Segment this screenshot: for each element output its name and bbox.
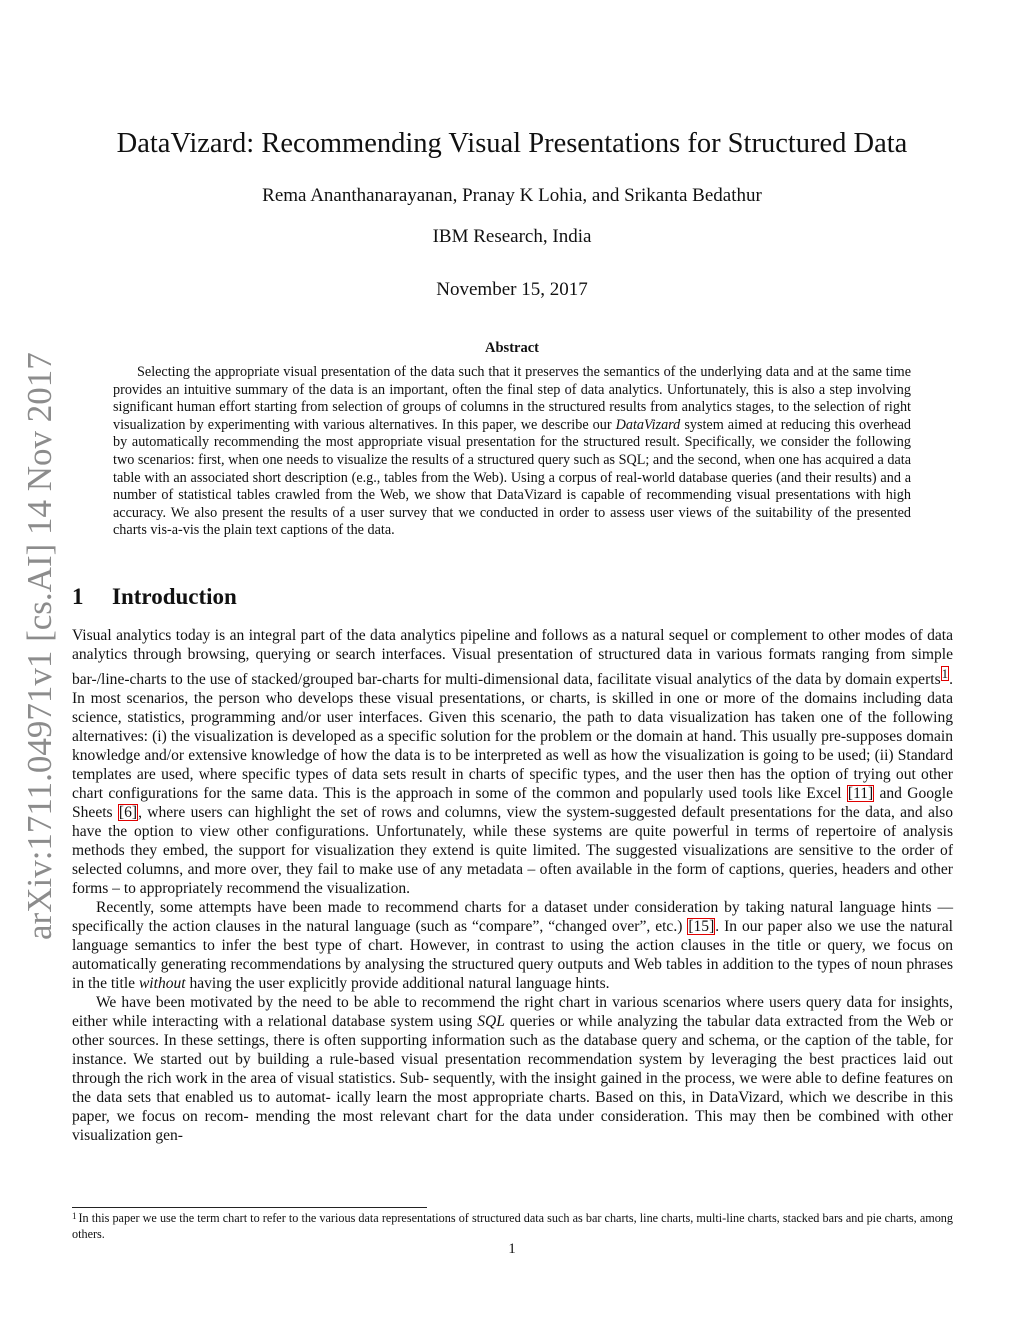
citation-link[interactable]: [11]	[847, 785, 874, 803]
affiliation: IBM Research, India	[432, 226, 592, 247]
footnote	[72, 1211, 953, 1242]
author-list: Rema Ananthanarayanan, Pranay K Lohia, and Srikanta Bedathur	[262, 185, 762, 206]
emphasis-text: SQL	[477, 1013, 505, 1031]
paper-title: DataVizard: Recommending Visual Presentations for Structured Data	[116, 128, 908, 159]
text-run: and Google Sheets	[72, 785, 953, 822]
section-number: 1	[72, 584, 84, 609]
abstract-text-part: Selecting the appropriate visual presentation of the data such that it preserves the semantics of the underlying data and at the same time provides an intuitive summary of the data is an important, often the final step of data analytics. Unfortunately, this is also a step involving significant human effort starting from selection of groups of columns in the structured results from analytics stages, to the selection of right visualization by experimenting with various alternatives. In this paper, we describe our	[113, 364, 911, 433]
text-run: queries or while analyzing the tabular data extracted from the Web or other sources. In these settings, there is often supporting information such as the database query and schema, or the caption of the table, for instance. We started out by building a rule-based visual presentation recommendation system by leveraging the best practices laid out through the rich work in the area of visual statistics. Sub- sequently, with the insight gained in the process, we were able to define features on the data sets that enabled us to automat- ically learn the most appropriate charts. Based on this, in DataVizard, which we describe in this paper, we focus on recom- mending the most relevant chart for the data under consideration. This may then be combined with other visualization gen-	[72, 1013, 953, 1145]
text-run: . In our paper also we use the natural language semantics to infer the best type of chart. However, in contrast to using the action clauses in the title or query, we focus on automatically generating recommendations by analysing the structured query outputs and Web tables in addition to the types of noun phrases in the title	[72, 918, 954, 993]
text-run: , where users can highlight the set of rows and columns, view the system-suggested default presentations for the data, and also have the option to view other configurations. Unfortunately, while these systems are quite powerful in terms of repertoire of analysis methods they embed, the support for visualization they extend is quite limited. The suggested visualizations are sensitive to the order of selected columns, and more over, they fail to make use of any metadata – often available in the form of captions, queries, headers and other forms – to appropriately recommend the visualization.	[72, 804, 953, 898]
paragraph	[72, 993, 953, 1145]
text-run: . In most scenarios, the person who develops these visual presentations, or charts, is skilled in one or more of the domains including data science, statistics, programming and/or user interfaces. Given this scenario, the path to data visualization has taken one of the following alternatives: (i) the visualization is developed as a specific solution for the problem or the domain at hand. This usually pre-supposes domain knowledge and/or extensive knowledge of how the data is to be interpreted as well as how the visualization is going to be used; (ii) Standard templates are used, where specific types of data sets result in charts of specific types, and the user then has the option of trying out other chart configurations for the same data. This is the approach in some of the common and popularly used tools like Excel	[72, 671, 953, 803]
footnote-text: In this paper we use the term chart to refer to the various data representations of structured data such as bar charts, line charts, multi-line charts, stacked bars and pie charts, among others.	[72, 1211, 953, 1241]
text-run: having the user explicitly provide additional natural language hints.	[185, 975, 610, 993]
citation-link[interactable]: [15]	[688, 918, 715, 936]
arxiv-identifier-stamp: arXiv:1711.04971v1 [cs.AI] 14 Nov 2017	[20, 352, 59, 940]
page-number: 1	[508, 1241, 516, 1257]
emphasis-text: without	[138, 975, 186, 993]
text-run: Visual analytics today is an integral part of the data analytics pipeline and follows as a natural sequel or complement to other modes of data analytics through browsing, querying or search interfaces. Visual presentation of structured data in various formats ranging from simple bar-/line-charts to the use of stacked/grouped bar-charts for multi-dimensional data, facilitate visual analytics of the data by domain experts	[72, 627, 953, 689]
paragraph	[72, 626, 953, 898]
abstract-text-part: system aimed at reducing this overhead by automatically recommending the most appropriate visual presentation for the structured result. Specifically, we consider the following two scenarios: first, when one needs to visualize the results of a structured query such as SQL; and the second, when one has acquired a data table with an associated short description (e.g., tables from the Web). Using a corpus of real-world database queries (and their results) and a number of statistical tables crawled from the Web, we show that DataVizard is capable of recommending visual presentations with high accuracy. We also present the results of a user survey that we conducted in order to assess user views of the suitability of the presented charts vis-a-vis the plain text captions of the data.	[113, 416, 911, 539]
system-name-emphasis: DataVizard	[615, 416, 681, 433]
footnote-mark: 1	[72, 1211, 77, 1221]
citation-link[interactable]: [6]	[118, 804, 138, 822]
text-run: We have been motivated by the need to be able to recommend the right chart in various scenarios where users query data for insights, either while interacting with a relational database system using	[72, 994, 953, 1031]
paragraph	[72, 898, 953, 993]
introduction-body	[72, 626, 953, 1145]
abstract-heading: Abstract	[485, 340, 539, 356]
publication-date: November 15, 2017	[436, 279, 588, 300]
section-heading-introduction	[72, 584, 237, 610]
footnote-divider	[72, 1207, 427, 1208]
abstract-text	[113, 364, 911, 540]
text-run: Recently, some attempts have been made to recommend charts for a dataset under consideration by taking natural language hints — specifically the action clauses in the natural language (such as “compare”, “changed over”, etc.)	[72, 899, 953, 936]
footnote-reference-link[interactable]: 1	[941, 666, 949, 681]
section-title: Introduction	[112, 584, 237, 609]
